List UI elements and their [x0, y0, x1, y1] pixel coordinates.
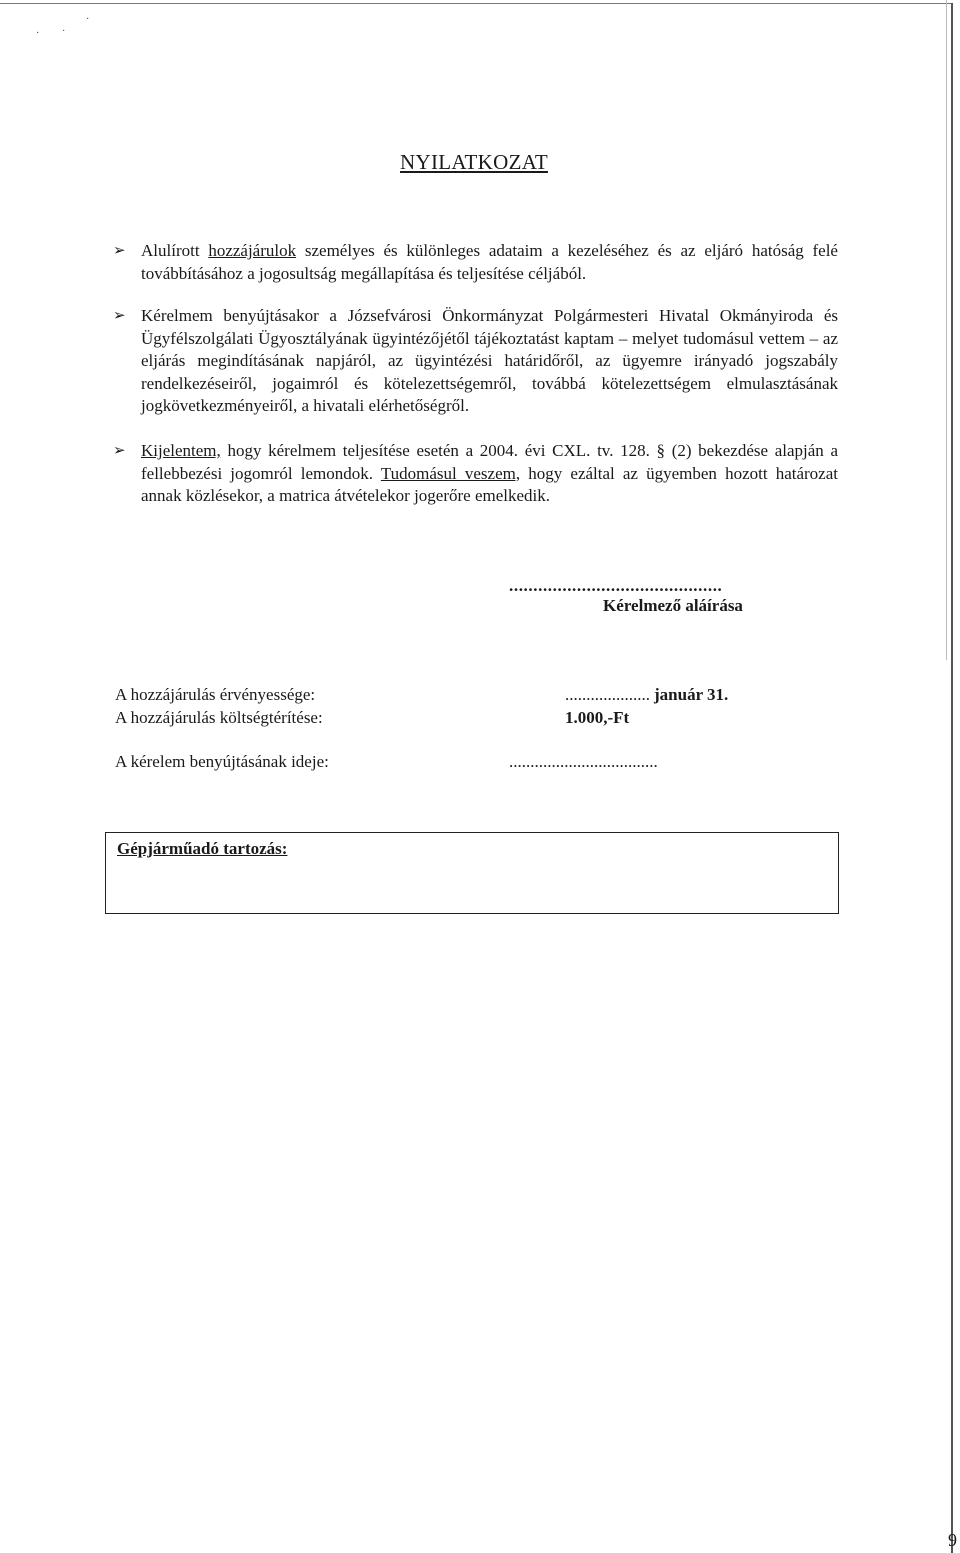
consent-text-start: Alulírott: [141, 241, 209, 260]
bullet-arrow-icon: ➢: [113, 308, 126, 324]
validity-dots: ....................: [565, 685, 650, 704]
scan-speck: ·: [36, 28, 40, 39]
bullet-arrow-icon: ➢: [113, 243, 126, 259]
validity-field[interactable]: [565, 685, 728, 705]
submission-date-field[interactable]: ...................................: [509, 752, 658, 771]
submission-date-label: A kérelem benyújtásának ideje:: [115, 752, 329, 771]
information-text: Kérelmem benyújtásakor a Józsefvárosi Önkormányzat Polgármesteri Hivatal Okmányiroda és Ügyfélszolgálati Ügyosztályának ügyintézőjétől tájékoztatást kaptam – melyet tudomásul vettem – az eljárás megindításának napjáról, az ügyintézési határidőről, az ügyemre irányadó jogszabály rendelkezéseiről, jogaimról és kötelezettségemről, továbbá kötelezettségem elmulasztásának jogkövetkezményeiről, a hivatali elérhetőségről.: [141, 306, 838, 415]
information-paragraph: [141, 305, 838, 418]
consent-keyword: hozzájárulok: [208, 241, 297, 260]
vehicle-tax-label: Gépjárműadó tartozás:: [117, 839, 288, 858]
document-title: NYILATKOZAT: [400, 150, 548, 174]
scan-speck: ·: [86, 14, 90, 25]
bullet-arrow-icon: ➢: [113, 443, 126, 459]
scan-right-shadow: [946, 0, 947, 660]
fee-value: 1.000,-Ft: [565, 708, 630, 727]
declaration-paragraph: [141, 440, 838, 508]
page-number: 9: [948, 1530, 957, 1550]
consent-text-end: személyes és különleges adataim a kezeléséhez és az eljáró hatóság felé továbbításához a jogosultság megállapítása és teljesítése céljából.: [141, 241, 838, 283]
signature-line[interactable]: ............................................: [509, 576, 723, 595]
declaration-text: hogy kérelmem teljesítése esetén a 2004. évi CXL. tv. 128. § (2) bekezdése alapján a fellebbezési jogomról lemondok.: [141, 441, 838, 483]
acknowledgement-text: hogy ezáltal az ügyemben hozott határozat annak közlésekor, a matrica átvételekor jogerőre emelkedik.: [141, 463, 838, 505]
vehicle-tax-box[interactable]: [105, 832, 839, 914]
declaration-keyword: Kijelentem,: [141, 441, 221, 460]
fee-label: A hozzájárulás költségtérítése:: [115, 708, 323, 727]
validity-value: január 31.: [654, 685, 729, 704]
scan-top-edge: [0, 3, 952, 4]
scan-right-edge: [951, 3, 953, 1553]
scan-speck: ·: [62, 26, 66, 37]
validity-label: A hozzájárulás érvényessége:: [115, 685, 316, 704]
signature-label: Kérelmező aláírása: [603, 596, 743, 615]
acknowledgement-keyword: Tudomásul veszem,: [380, 463, 521, 483]
consent-paragraph: [141, 240, 838, 285]
